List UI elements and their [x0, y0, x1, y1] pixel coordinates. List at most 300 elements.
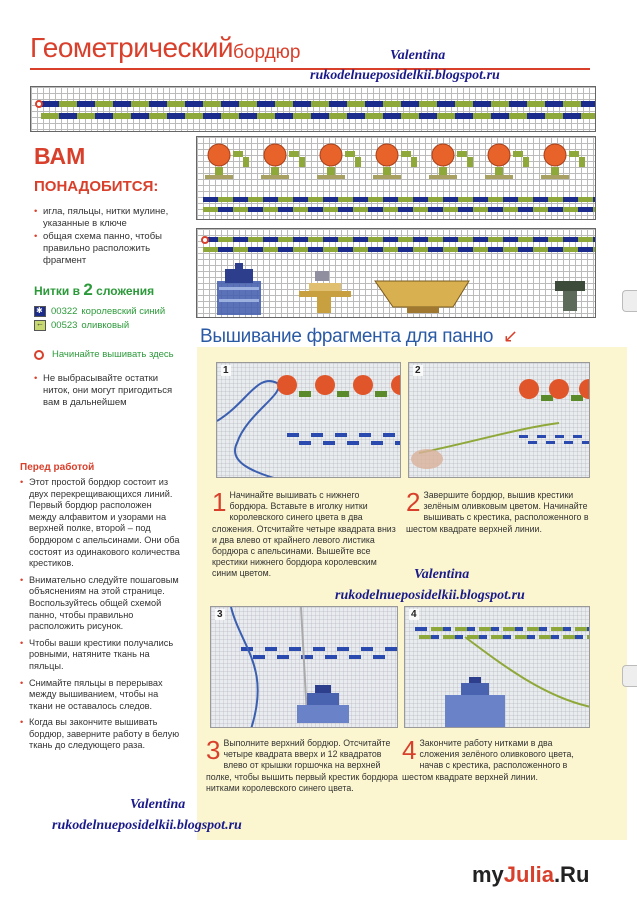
thread-key-olive	[34, 320, 129, 331]
olive-stitch	[398, 197, 413, 202]
blue-stitch	[41, 101, 59, 107]
olive-stitch	[455, 627, 467, 631]
olive-stitch	[593, 247, 596, 252]
blue-stitch	[185, 101, 203, 107]
site-logo	[472, 862, 589, 888]
olive-stitch	[419, 635, 431, 639]
olive-stitch	[59, 101, 77, 107]
olive-stitch	[323, 207, 338, 212]
olive-stitch	[248, 197, 263, 202]
blue-stitch	[365, 101, 383, 107]
blue-stitch	[533, 237, 548, 242]
blue-stitch	[293, 101, 311, 107]
blue-stitch	[311, 433, 323, 437]
needs-item: • общая схема панно, чтобы правильно расположить фрагмент	[34, 231, 179, 267]
olive-stitch	[503, 247, 518, 252]
blue-stitch	[248, 207, 263, 212]
olive-stitch	[503, 627, 515, 631]
blue-stitch	[77, 101, 95, 107]
stem-stitch	[373, 175, 401, 179]
blue-stitch	[581, 101, 596, 107]
lamp-motif	[555, 281, 585, 311]
leaf-stitch	[375, 391, 387, 397]
step-number: 4	[402, 735, 417, 765]
blue-stitch	[458, 207, 473, 212]
olive-stitch	[275, 101, 293, 107]
olive-stitch	[455, 101, 473, 107]
olive-stitch	[131, 101, 149, 107]
panel-shelf-pattern	[197, 229, 596, 318]
stem-stitch	[205, 175, 233, 179]
olive-stitch	[491, 101, 509, 107]
blue-stitch	[443, 197, 458, 202]
before-work-item: • Чтобы ваши крестики получались ровными, натяните ткань на пяльцы.	[20, 638, 180, 673]
leaf-stitch	[571, 395, 583, 401]
leaf-stitch	[579, 157, 585, 167]
stem-stitch	[317, 175, 345, 179]
blue-stitch	[563, 237, 578, 242]
start-here-note	[34, 349, 174, 360]
olive-stitch	[149, 113, 167, 119]
before-work-heading: Перед работой	[20, 462, 95, 473]
orange-motif	[320, 144, 342, 166]
step-2-text	[406, 487, 590, 535]
blue-stitch	[253, 655, 265, 659]
tip-item: • Не выбрасывайте остатки ниток, они могут пригодиться вам в дальнейшем	[34, 373, 174, 409]
olive-stitch	[428, 237, 443, 242]
blue-stitch	[233, 237, 248, 242]
olive-stitch	[338, 197, 353, 202]
orange-border-chart	[196, 136, 596, 220]
blue-stitch	[323, 197, 338, 202]
sugar-bowl-lid-motif	[445, 677, 505, 728]
olive-stitch	[548, 197, 563, 202]
blue-stitch	[533, 197, 548, 202]
blue-stitch	[278, 207, 293, 212]
blue-stitch	[546, 441, 555, 444]
blue-stitch	[473, 197, 488, 202]
blue-stitch	[503, 237, 518, 242]
blue-stitch	[308, 247, 323, 252]
blue-stitch	[95, 113, 113, 119]
olive-stitch	[473, 247, 488, 252]
blue-stitch	[203, 197, 218, 202]
royal-blue-swatch-icon	[34, 306, 46, 317]
blue-stitch	[275, 113, 293, 119]
blue-stitch	[397, 655, 398, 659]
blue-stitch	[437, 101, 455, 107]
blue-stitch	[265, 647, 277, 651]
start-here-text: Начинайте вышивать здесь	[52, 349, 174, 360]
olive-stitch	[263, 207, 278, 212]
olive-stitch	[539, 635, 551, 639]
blue-stitch	[398, 207, 413, 212]
thread-key-blue	[34, 306, 165, 317]
blue-stitch	[593, 197, 596, 202]
blue-stitch	[308, 207, 323, 212]
leaf-stitch	[299, 391, 311, 397]
blue-stitch	[519, 435, 528, 438]
blue-stitch	[113, 101, 131, 107]
logo-suffix: .Ru	[553, 862, 590, 887]
olive-stitch	[233, 247, 248, 252]
bowl-motif	[375, 281, 469, 313]
olive-stitch	[479, 627, 491, 631]
olive-stitch	[518, 197, 533, 202]
blue-stitch	[368, 207, 383, 212]
leaf-stitch	[513, 151, 523, 157]
olive-stitch	[563, 247, 578, 252]
blue-stitch	[218, 247, 233, 252]
olive-stitch	[437, 113, 455, 119]
blue-stitch	[383, 433, 395, 437]
olive-stitch	[587, 635, 590, 639]
blue-stitch	[415, 627, 427, 631]
blue-stitch	[167, 113, 185, 119]
start-marker-1	[35, 100, 43, 108]
logo-brand: Julia	[503, 862, 554, 887]
olive-stitch	[413, 247, 428, 252]
leaf-stitch	[289, 151, 299, 157]
olive-stitch	[353, 207, 368, 212]
blue-stitch	[337, 647, 349, 651]
olive-stitch	[527, 627, 539, 631]
blue-stitch	[338, 247, 353, 252]
olive-stitch	[323, 247, 338, 252]
blue-stitch	[293, 197, 308, 202]
photo-number: 4	[411, 609, 417, 620]
olive-stitch	[383, 101, 401, 107]
olive-stitch	[413, 207, 428, 212]
blue-stitch	[473, 101, 491, 107]
olive-stitch	[473, 207, 488, 212]
olive-stitch	[185, 113, 203, 119]
leaf-stitch	[337, 391, 349, 397]
olive-stitch	[515, 635, 527, 639]
step-photo-2	[408, 362, 590, 478]
blue-stitch	[458, 247, 473, 252]
leaf-stitch	[345, 151, 355, 157]
blue-stitch	[383, 197, 398, 202]
olive-stitch	[95, 101, 113, 107]
olive-stitch	[458, 197, 473, 202]
before-work-item: • Этот простой бордюр состоит из двух перекрещивающихся линий. Первый бордюр расположен между алфавитом и узорами на верхней полке, второй – под бордюром с апельсинами. Они оба состоят из одинакового количества крестиков.	[20, 477, 180, 570]
olive-stitch	[329, 113, 347, 119]
blue-stitch	[347, 113, 365, 119]
page-tab-top	[622, 290, 637, 312]
olive-stitch	[383, 207, 398, 212]
blue-stitch	[443, 237, 458, 242]
olive-stitch	[113, 113, 131, 119]
orange-motif	[376, 144, 398, 166]
thread-name: королевский синий	[81, 306, 166, 317]
orange-border-pattern	[197, 137, 596, 220]
geometric-border-pattern	[31, 87, 596, 132]
orange-motif	[391, 375, 401, 395]
leaf-stitch	[299, 157, 305, 167]
blue-stitch	[545, 101, 563, 107]
blue-stitch	[311, 113, 329, 119]
start-circle-icon	[34, 350, 44, 360]
blue-stitch	[398, 247, 413, 252]
blue-stitch	[361, 647, 373, 651]
blue-stitch	[509, 101, 527, 107]
photo-3-illustration	[211, 607, 398, 728]
olive-stitch	[575, 627, 587, 631]
blue-stitch	[59, 113, 77, 119]
blue-stitch	[455, 113, 473, 119]
olive-stitch	[293, 207, 308, 212]
blue-stitch	[548, 247, 563, 252]
leaf-stitch	[523, 157, 529, 167]
olive-stitch	[203, 247, 218, 252]
blue-stitch	[338, 207, 353, 212]
blue-stitch	[218, 207, 233, 212]
olive-stitch	[527, 101, 545, 107]
photo-2-illustration	[409, 363, 590, 478]
blue-stitch	[578, 247, 593, 252]
step-description: Выполните верхний бордюр. Отсчитайте четыре квадрата вверх и 12 квадратов влево от крышки горшочка на верхней полке, чтобы вышить первый крестик бордюра нитками королевского синего цвета.	[206, 738, 398, 793]
watermark-name-3: Valentina	[130, 797, 186, 812]
blue-stitch	[323, 237, 338, 242]
olive-stitch	[239, 101, 257, 107]
candlestick-motif	[299, 271, 351, 313]
blue-stitch	[401, 101, 419, 107]
thread-name: оливковый	[81, 320, 130, 331]
step-number: 3	[206, 735, 221, 765]
olive-stitch	[578, 237, 593, 242]
olive-stitch	[293, 113, 311, 119]
stem-stitch	[485, 175, 513, 179]
olive-stitch	[353, 247, 368, 252]
blue-stitch	[287, 433, 299, 437]
blue-stitch	[353, 237, 368, 242]
olive-stitch	[221, 113, 239, 119]
panel-shelf-chart	[196, 228, 596, 318]
olive-stitch	[533, 207, 548, 212]
tip-list	[34, 373, 174, 409]
blue-stitch	[503, 197, 518, 202]
olive-stitch	[533, 247, 548, 252]
watermark-name-2: Valentina	[414, 567, 470, 582]
before-work-item: • Когда вы закончите вышивать бордюр, заверните работу в белую ткань до следующего раза.	[20, 717, 180, 752]
olive-stitch	[491, 635, 503, 639]
olive-stitch	[308, 197, 323, 202]
blue-stitch	[528, 441, 537, 444]
olive-stitch	[218, 237, 233, 242]
photo-number: 1	[223, 365, 229, 376]
olive-stitch	[311, 101, 329, 107]
olive-stitch	[383, 247, 398, 252]
watermark-name-1: Valentina	[390, 48, 446, 63]
photo-1-illustration	[217, 363, 401, 478]
olive-stitch	[431, 627, 443, 631]
olive-stitch	[503, 207, 518, 212]
blue-stitch	[329, 101, 347, 107]
blue-stitch	[263, 197, 278, 202]
olive-stitch	[293, 247, 308, 252]
blue-stitch	[428, 247, 443, 252]
olive-stitch	[458, 237, 473, 242]
blue-stitch	[221, 101, 239, 107]
photo-number: 3	[217, 609, 223, 620]
orange-motif	[277, 375, 297, 395]
threads-heading-number: 2	[83, 280, 93, 299]
blue-stitch	[578, 207, 593, 212]
olive-stitch	[203, 101, 221, 107]
blue-stitch	[491, 113, 509, 119]
before-work-item: • Снимайте пяльцы в перерывах между вышиванием, чтобы на ткани не оставалось следов.	[20, 678, 180, 713]
olive-stitch	[257, 113, 275, 119]
before-work-item: • Внимательно следуйте пошаговым объяснениям на этой странице. Воспользуйтесь общей схемой панно, чтобы правильно расположить рисунок.	[20, 575, 180, 633]
orange-motif	[432, 144, 454, 166]
leaf-stitch	[243, 157, 249, 167]
olive-stitch	[563, 207, 578, 212]
stem-stitch	[541, 175, 569, 179]
blue-stitch	[278, 247, 293, 252]
blue-stitch	[537, 435, 546, 438]
leaf-stitch	[233, 151, 243, 157]
blue-stitch	[299, 441, 311, 445]
step-photo-1	[216, 362, 401, 478]
blue-stitch	[518, 207, 533, 212]
olive-stitch	[443, 207, 458, 212]
page-tab-bottom	[622, 665, 637, 687]
watermark-url-1: rukodelnueposidelkii.blogspot.ru	[310, 68, 500, 83]
step-1-text	[212, 487, 400, 580]
step-number: 2	[406, 487, 421, 517]
needs-heading: ВАМ	[34, 143, 86, 169]
step-photo-4	[404, 606, 590, 728]
leaf-stitch	[541, 395, 553, 401]
blue-stitch	[347, 441, 359, 445]
olive-stitch	[218, 197, 233, 202]
olive-stitch	[488, 237, 503, 242]
blue-stitch	[518, 247, 533, 252]
olive-stitch	[167, 101, 185, 107]
blue-stitch	[325, 655, 337, 659]
blue-stitch	[359, 433, 371, 437]
step-photo-3	[210, 606, 398, 728]
blue-stitch	[371, 441, 383, 445]
blue-stitch	[313, 647, 325, 651]
blue-stitch	[413, 237, 428, 242]
leaf-stitch	[411, 157, 417, 167]
olive-stitch	[545, 113, 563, 119]
geometric-border-chart	[30, 86, 596, 132]
olive-stitch	[428, 197, 443, 202]
blue-stitch	[349, 655, 361, 659]
blue-stitch	[373, 655, 385, 659]
watermark-url-2: rukodelnueposidelkii.blogspot.ru	[335, 588, 525, 603]
olive-stitch	[563, 101, 581, 107]
curl-arrow-icon: ↙	[503, 326, 519, 346]
section-title: Вышивание фрагмента для панно	[200, 326, 494, 347]
olive-swatch-icon	[34, 320, 46, 331]
blue-stitch	[293, 237, 308, 242]
olive-stitch	[77, 113, 95, 119]
olive-stitch	[278, 197, 293, 202]
orange-motif	[315, 375, 335, 395]
blue-stitch	[353, 197, 368, 202]
blue-stitch	[488, 247, 503, 252]
orange-motif	[549, 379, 569, 399]
blue-stitch	[239, 113, 257, 119]
blue-stitch	[383, 237, 398, 242]
olive-stitch	[338, 237, 353, 242]
orange-motif	[264, 144, 286, 166]
blue-stitch	[233, 197, 248, 202]
olive-stitch	[365, 113, 383, 119]
watermark-url-3: rukodelnueposidelkii.blogspot.ru	[52, 818, 242, 833]
start-marker-2	[201, 236, 209, 244]
leaf-stitch	[401, 151, 411, 157]
blue-stitch	[428, 207, 443, 212]
blue-stitch	[203, 113, 221, 119]
blue-stitch	[555, 435, 564, 438]
blue-stitch	[564, 441, 573, 444]
olive-stitch	[473, 113, 491, 119]
leaf-stitch	[569, 151, 579, 157]
blue-stitch	[527, 113, 545, 119]
sugar-bowl-motif	[217, 263, 261, 315]
orange-motif	[208, 144, 230, 166]
olive-stitch	[443, 635, 455, 639]
blue-stitch	[548, 207, 563, 212]
needs-subheading: ПОНАДОБИТСЯ:	[34, 178, 159, 195]
stem-stitch	[429, 175, 457, 179]
blue-stitch	[473, 237, 488, 242]
logo-prefix: my	[472, 862, 504, 887]
blue-stitch	[263, 237, 278, 242]
blue-stitch	[149, 101, 167, 107]
blue-stitch	[257, 101, 275, 107]
blue-stitch	[248, 247, 263, 252]
olive-stitch	[308, 237, 323, 242]
leaf-stitch	[457, 151, 467, 157]
olive-stitch	[509, 113, 527, 119]
olive-stitch	[467, 635, 479, 639]
threads-heading	[34, 280, 154, 300]
step-number: 1	[212, 487, 227, 517]
blue-stitch	[563, 197, 578, 202]
olive-stitch	[263, 247, 278, 252]
blue-stitch	[131, 113, 149, 119]
blue-stitch	[368, 247, 383, 252]
leaf-stitch	[355, 157, 361, 167]
step-3-text	[206, 735, 398, 794]
page-subtitle: бордюр	[233, 42, 301, 63]
olive-stitch	[368, 197, 383, 202]
blue-stitch	[593, 237, 596, 242]
photo-4-illustration	[405, 607, 590, 728]
step-description: Начинайте вышивать с нижнего бордюра. Вставьте в иголку нитки королевского синего цвета в два сложения. Отсчитайте четыре квадрата вниз и два влево от крайнего левого листика бордюра с апельсинами. Вышейте все крестики нижнего бордюра королевским синим цветом.	[212, 490, 396, 579]
orange-motif	[544, 144, 566, 166]
orange-motif	[353, 375, 373, 395]
blue-stitch	[419, 113, 437, 119]
blue-stitch	[582, 441, 590, 444]
blue-stitch	[488, 207, 503, 212]
olive-stitch	[248, 237, 263, 242]
olive-stitch	[581, 113, 596, 119]
olive-stitch	[41, 113, 59, 119]
olive-stitch	[401, 113, 419, 119]
orange-motif	[519, 379, 539, 399]
orange-motif	[488, 144, 510, 166]
olive-stitch	[548, 237, 563, 242]
before-work-list	[20, 477, 180, 757]
olive-stitch	[488, 197, 503, 202]
